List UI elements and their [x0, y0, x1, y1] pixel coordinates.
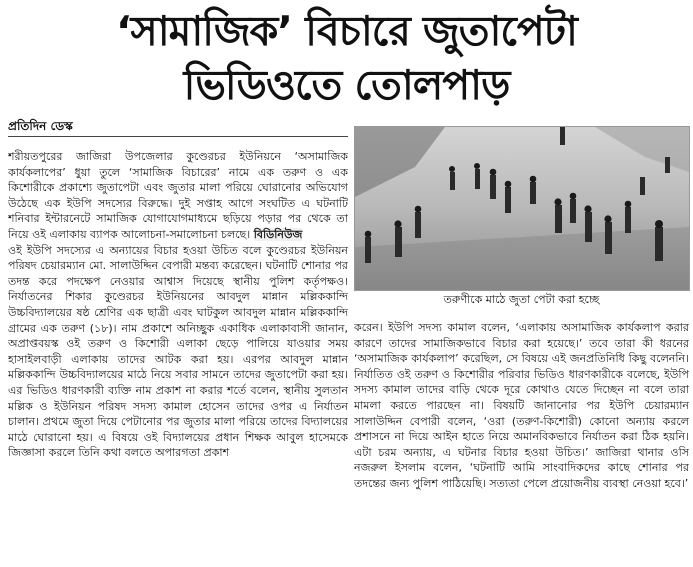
field-scene-image — [355, 127, 689, 290]
article-paragraph-3: করেন। ইউপি সদস্য কামাল বলেন, ‘এলাকায় অসামাজিক কার্যকলাপ করার কারণে তাদের সামাজিকভাবে বিচার করা হয়েছে।’ তবে তারা কী ধরনের ‘অসামাজিক কার্যকলাপ’ করেছিল, সে বিষয়ে এই জনপ্রতিনিধি কিছু বলেননি। নির্যাতিত ওই তরুণ ও কিশোরীর পরিবার ভিডিও ধারণকারীকে বলেছে, ইউপি সদস্য কামাল তাদের বাড়ি থেকে দূরে কোথাও যেতে দিচ্ছেন না বলে তারা মামলা করতে পারছেন না। বিষয়টি জানানোর পর ইউপি চেয়ারম্যান সালাউদ্দিন বেপারী বলেন, ‘ওরা (তরুণ-কিশোরী) কোনো অন্যায় করলে প্রশাসনে না দিয়ে আইন হাতে নিয়ে অমানবিকভাবে নির্যাতন করা ঠিক হয়নি। এটা চরম অন্যায়, এ ঘটনার বিচার হওয়া উচিত।’ জাজিরা থানার ওসি নজরুল ইসলাম বলেন, ‘ঘটনাটি আমি সাংবাদিকদের কাছে শোনার পর তদন্তের জন্য পুলিশ পাঠিয়েছি। সত্যতা পেলে প্রয়োজনীয় ব্যবস্থা নেওয়া হবে।’ — [354, 321, 689, 490]
news-photo — [354, 126, 690, 291]
article-right-column — [354, 320, 689, 563]
article-paragraph-1 — [8, 149, 348, 243]
article-paragraph-2: ওই ইউপি সদস্যের এ অন্যায়ের বিচার হওয়া উচিত বলে কুণ্ডেরচর ইউনিয়ন পরিষদ চেয়ারম্যান মো. সালাউদ্দিন বেপারী মন্তব্য করেছেন। ঘটনাটি শোনার পর তদন্ত করে পদক্ষেপ নেওয়ার আশ্বাস দিয়েছে স্থানীয় পুলিশ কর্তৃপক্ষও। নির্যাতনের শিকার কুণ্ডেরচর ইউনিয়নের আবদুল মান্নান মল্লিককান্দি উচ্চবিদ্যালয়ের ষষ্ঠ শ্রেণির এক ছাত্রী এবং ঘাটকুল আবদুল মান্নান মল্লিককান্দি গ্রামের এক তরুণ (১৮)। নাম প্রকাশে অনিচ্ছুক একাধিক এলাকাবাসী জানান, অপ্রাপ্তবয়স্ক ওই তরুণ ও কিশোরী এলাকা ছেড়ে পালিয়ে যাওয়ার সময় হাসাইলবাড়ী এলাকায় তাদের আটক করা হয়। এরপর আবদুল মান্নান মল্লিককান্দি উচ্চবিদ্যালয়ের মাঠে নিয়ে সবার সামনে তাদের জুতাপেটা করা হয়। এর ভিডিও ধারণকারী ব্যক্তি নাম প্রকাশ না করার শর্তে বলেন, স্থানীয় সুলতান মল্লিক ও ইউনিয়ন পরিষদ সদস্য কামাল হোসেন তাদের ওপর এ নির্যাতন চালান। প্রথমে জুতা দিয়ে পেটানোর পর জুতার মালা পরিয়ে তাদের বিদ্যালয়ের মাঠে ঘোরানো হয়। এ বিষয়ে ওই বিদ্যালয়ের প্রধান শিক্ষক আবুল হাসেমকে জিজ্ঞাসা করলে তিনি কথা বলতে অপারগতা প্রকাশ — [8, 243, 348, 460]
article-paragraph-1-text: শরীয়তপুরের জাজিরা উপজেলার কুণ্ডেরচর ইউনিয়নে ‘অসামাজিক কার্যকলাপের’ ধুয়া তুলে ‘সামাজিক বিচারের’ নামে এক তরুণ ও এক কিশোরীকে প্রকাশ্যে জুতাপেটা এবং জুতার মালা পরিয়ে ঘোরানোর অভিযোগ উঠেছে এক ইউপি সদস্যের বিরুদ্ধে। দুই সপ্তাহ আগে সংঘটিত এ ঘটনাটি শনিবার ইন্টারনেটে সামাজিক যোগাযোগমাধ্যমে ছড়িয়ে পড়ার পর থেকে তা নিয়ে ওই এলাকায় ব্যাপক আলোচনা-সমালোচনা চলছে। — [8, 150, 348, 241]
headline-line-2: ভিডিওতে তোলপাড় — [183, 61, 510, 109]
source-tag: বিডিনিউজ — [253, 227, 303, 241]
article-left-column — [8, 149, 348, 563]
byline-divider — [8, 136, 348, 137]
byline: প্রতিদিন ডেস্ক — [8, 119, 73, 133]
photo-caption: তরুণীকে মাঠে জুতা পেটা করা হচ্ছে — [443, 293, 600, 306]
headline-line-1: ‘সামাজিক’ বিচারে জুতাপেটা — [116, 7, 577, 55]
